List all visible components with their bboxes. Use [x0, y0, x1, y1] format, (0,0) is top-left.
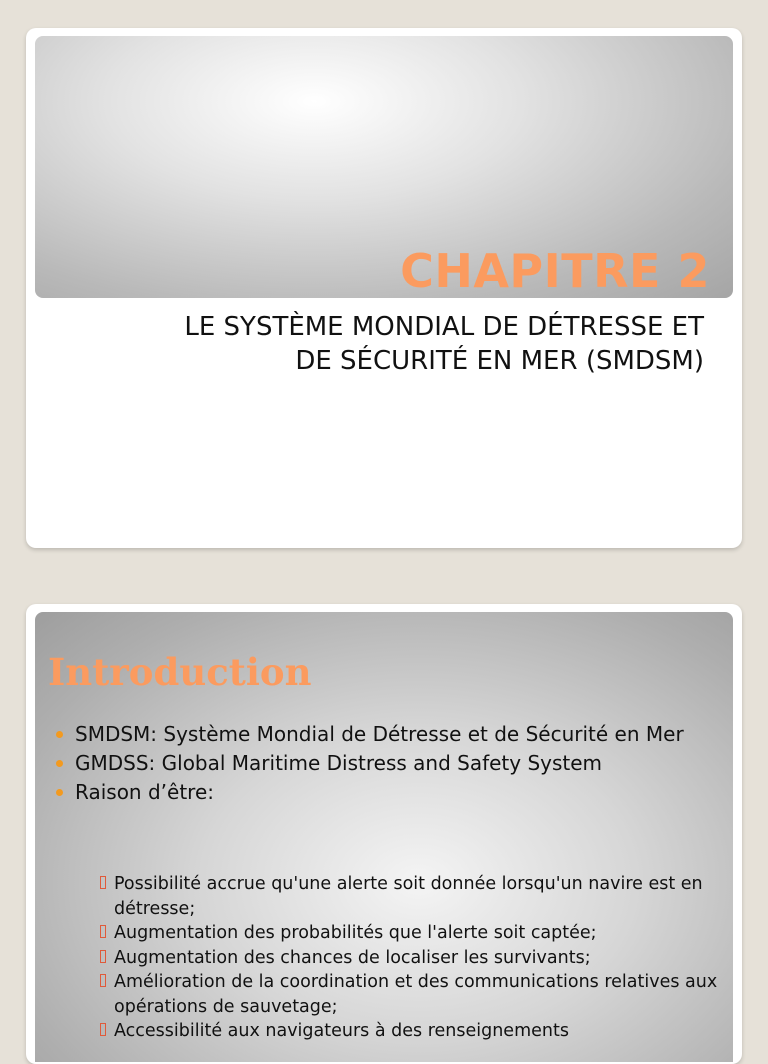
slide-title: Introduction — [48, 650, 312, 694]
bullet-item — [75, 720, 725, 749]
sub-bullet-text: Accessibilité aux navigateurs à des renseignements — [114, 1021, 569, 1041]
content-panel — [35, 612, 733, 1062]
sub-bullet-text: Amélioration de la coordination et des communications relatives aux opérations de sauvetage; — [114, 972, 718, 1017]
bullet-text: GMDSS: Global Maritime Distress and Safety System — [75, 751, 603, 775]
slide-2 — [26, 604, 742, 1064]
sub-bullet-item — [114, 921, 726, 946]
bullet-text: SMDSM: Système Mondial de Détresse et de Sécurité en Mer — [75, 722, 684, 746]
dot-bullet-icon — [56, 789, 63, 796]
dot-bullet-icon — [56, 760, 63, 767]
slide-1 — [26, 28, 742, 548]
bullet-text: Raison d’être: — [75, 780, 214, 804]
box-bullet-icon — [100, 974, 106, 987]
subtitle-line-1: LE SYSTÈME MONDIAL DE DÉTRESSE ET — [184, 312, 704, 342]
bullet-item — [75, 778, 725, 807]
bullet-list — [75, 720, 725, 807]
sub-bullet-text: Augmentation des probabilités que l'alerte soit captée; — [114, 923, 597, 943]
sub-bullet-text: Possibilité accrue qu'une alerte soit donnée lorsqu'un navire est en détresse; — [114, 874, 703, 919]
box-bullet-icon — [100, 876, 106, 889]
box-bullet-icon — [100, 1023, 106, 1036]
subtitle-line-2: DE SÉCURITÉ EN MER (SMDSM) — [295, 346, 704, 376]
chapter-title: CHAPITRE 2 — [400, 244, 710, 298]
sub-bullet-item — [114, 872, 726, 921]
sub-bullet-text: Augmentation des chances de localiser les survivants; — [114, 947, 591, 968]
bullet-item — [75, 749, 725, 778]
sub-bullet-list — [114, 872, 726, 1044]
box-bullet-icon — [100, 925, 106, 938]
sub-bullet-item — [114, 1019, 726, 1044]
box-bullet-icon — [100, 950, 106, 963]
dot-bullet-icon — [56, 731, 63, 738]
sub-bullet-item — [114, 946, 726, 971]
sub-bullet-item — [114, 970, 726, 1019]
chapter-subtitle — [64, 310, 704, 378]
